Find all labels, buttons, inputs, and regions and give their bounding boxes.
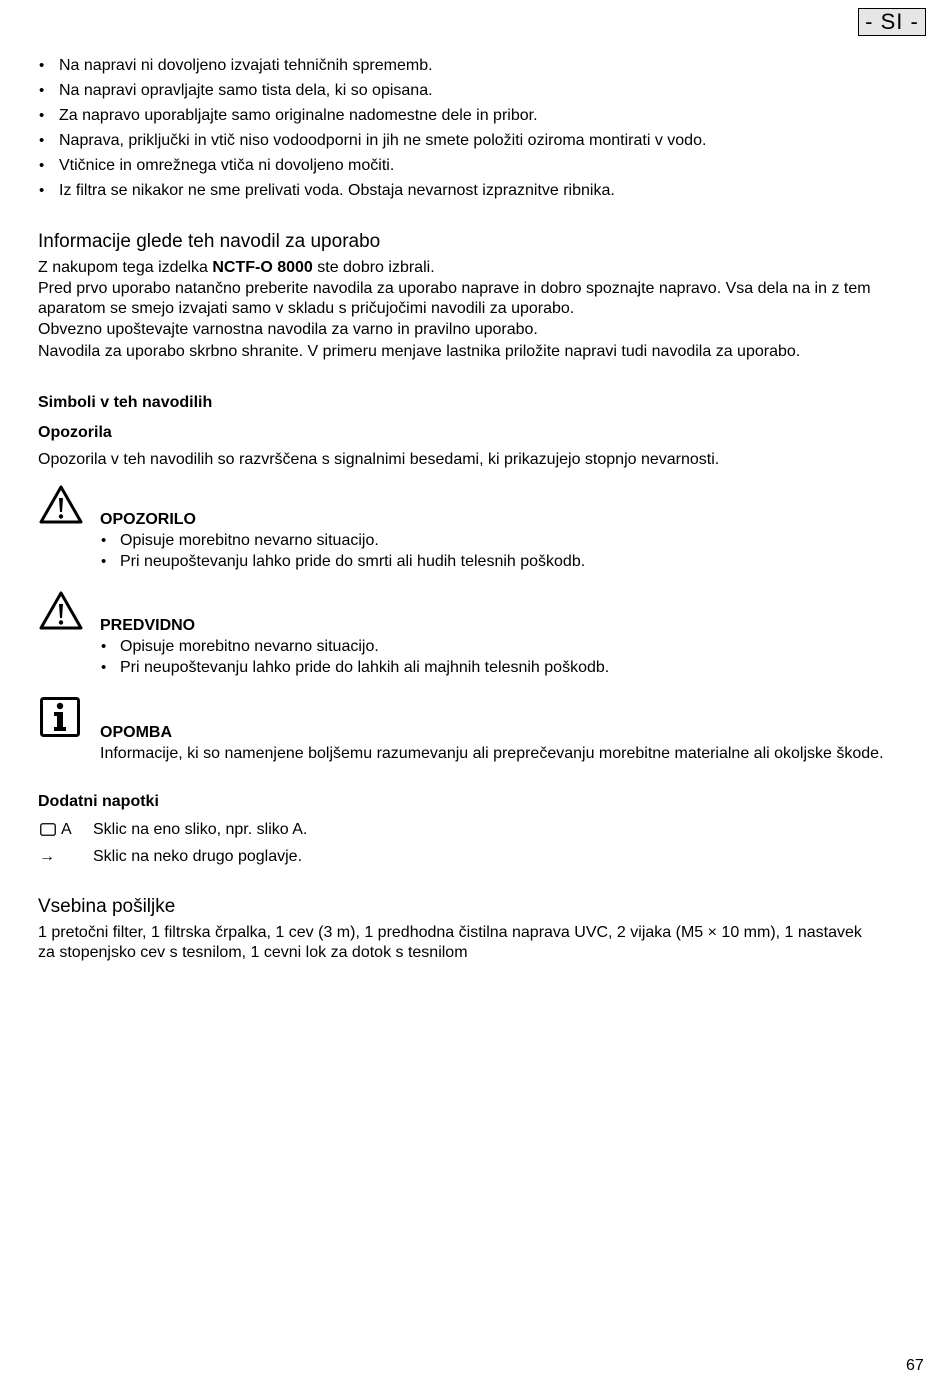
- arrow-right-icon: →: [39, 848, 55, 865]
- figure-ref-text: Sklic na eno sliko, npr. sliko A.: [93, 821, 308, 838]
- warning-block: [100, 510, 920, 572]
- section-title-additional: Dodatni napotki: [38, 793, 159, 810]
- info-icon: [40, 697, 80, 737]
- caution-label: PREDVIDNO: [100, 617, 196, 634]
- product-name: NCTF-O 8000: [212, 259, 313, 276]
- warning-label: OPOZORILO: [100, 511, 196, 528]
- warnings-intro: Opozorila v teh navodilih so razvrščena s signalnimi besedami, ki prikazujejo stopnjo nevarnosti.: [38, 451, 720, 468]
- list-item: • Na napravi ni dovoljeno izvajati tehničnih sprememb.: [38, 56, 918, 81]
- page-number: 67: [906, 1357, 924, 1374]
- caution-list: [100, 636, 920, 678]
- section-title-contents: Vsebina pošiljke: [38, 896, 176, 917]
- safety-bullet-list: [38, 56, 918, 206]
- caution-block: [100, 616, 920, 678]
- para1-line1: Pred prvo uporabo natančno preberite navodila za uporabo naprave in dobro spoznajte napravo. Vsa dela na in z tem: [38, 280, 871, 297]
- note-block: [100, 723, 940, 764]
- para2: Obvezno upoštevajte varnostna navodila za varno in pravilno uporabo.: [38, 321, 538, 338]
- intro-suffix: ste dobro izbrali.: [312, 259, 435, 276]
- intro-prefix: Z nakupom tega izdelka: [38, 259, 213, 276]
- list-item: • Opisuje morebitno nevarno situacijo.: [100, 530, 920, 551]
- info-paragraphs: [38, 258, 928, 362]
- warning-list: [100, 530, 920, 572]
- list-item: • Opisuje morebitno nevarno situacijo.: [100, 636, 920, 657]
- note-label: OPOMBA: [100, 724, 172, 741]
- subsection-title-warnings: Opozorila: [38, 424, 112, 441]
- figure-reference-row: [38, 820, 918, 842]
- language-badge: - SI -: [858, 8, 926, 36]
- figure-ref-symbol: A: [61, 821, 72, 838]
- list-item: • Naprava, priključki in vtič niso vodoodporni in jih ne smete položiti oziroma montirati v vodo.: [38, 131, 918, 156]
- list-item: • Za napravo uporabljajte samo originalne nadomestne dele in pribor.: [38, 106, 918, 131]
- list-item: • Iz filtra se nikakor ne sme prelivati voda. Obstaja nevarnost izpraznitve ribnika.: [38, 181, 918, 206]
- para1-line2: aparatom se smejo izvajati samo v skladu s pričujočimi navodili za uporabo.: [38, 300, 575, 317]
- section-title-symbols: Simboli v teh navodilih: [38, 394, 213, 411]
- note-text: Informacije, ki so namenjene boljšemu razumevanju ali preprečevanju morebitne materialne ali okoljske škode.: [100, 745, 884, 762]
- chapter-ref-text: Sklic na neko drugo poglavje.: [93, 848, 303, 865]
- figure-frame-icon: [40, 823, 56, 836]
- list-item: • Pri neupoštevanju lahko pride do lahkih ali majhnih telesnih poškodb.: [100, 657, 920, 678]
- caution-triangle-icon: [39, 591, 83, 631]
- list-item: • Vtičnice in omrežnega vtiča ni dovoljeno močiti.: [38, 156, 918, 181]
- chapter-reference-row: [38, 847, 918, 869]
- list-item: • Na napravi opravljajte samo tista dela, ki so opisana.: [38, 81, 918, 106]
- contents-line2: za stopenjsko cev s tesnilom, 1 cevni lok za dotok s tesnilom: [38, 944, 468, 961]
- contents-line1: 1 pretočni filter, 1 filtrska črpalka, 1 cev (3 m), 1 predhodna čistilna naprava UVC, 2 vijaka (M5 × 10 mm), 1 nastavek: [38, 924, 862, 941]
- contents-paragraph: [38, 923, 928, 963]
- warning-triangle-icon: [39, 485, 83, 525]
- para3: Navodila za uporabo skrbno shranite. V primeru menjave lastnika priložite napravi tudi navodila za uporabo.: [38, 343, 801, 360]
- list-item: • Pri neupoštevanju lahko pride do smrti ali hudih telesnih poškodb.: [100, 551, 920, 572]
- section-title-info: Informacije glede teh navodil za uporabo: [38, 231, 381, 252]
- intro-line: [38, 258, 928, 278]
